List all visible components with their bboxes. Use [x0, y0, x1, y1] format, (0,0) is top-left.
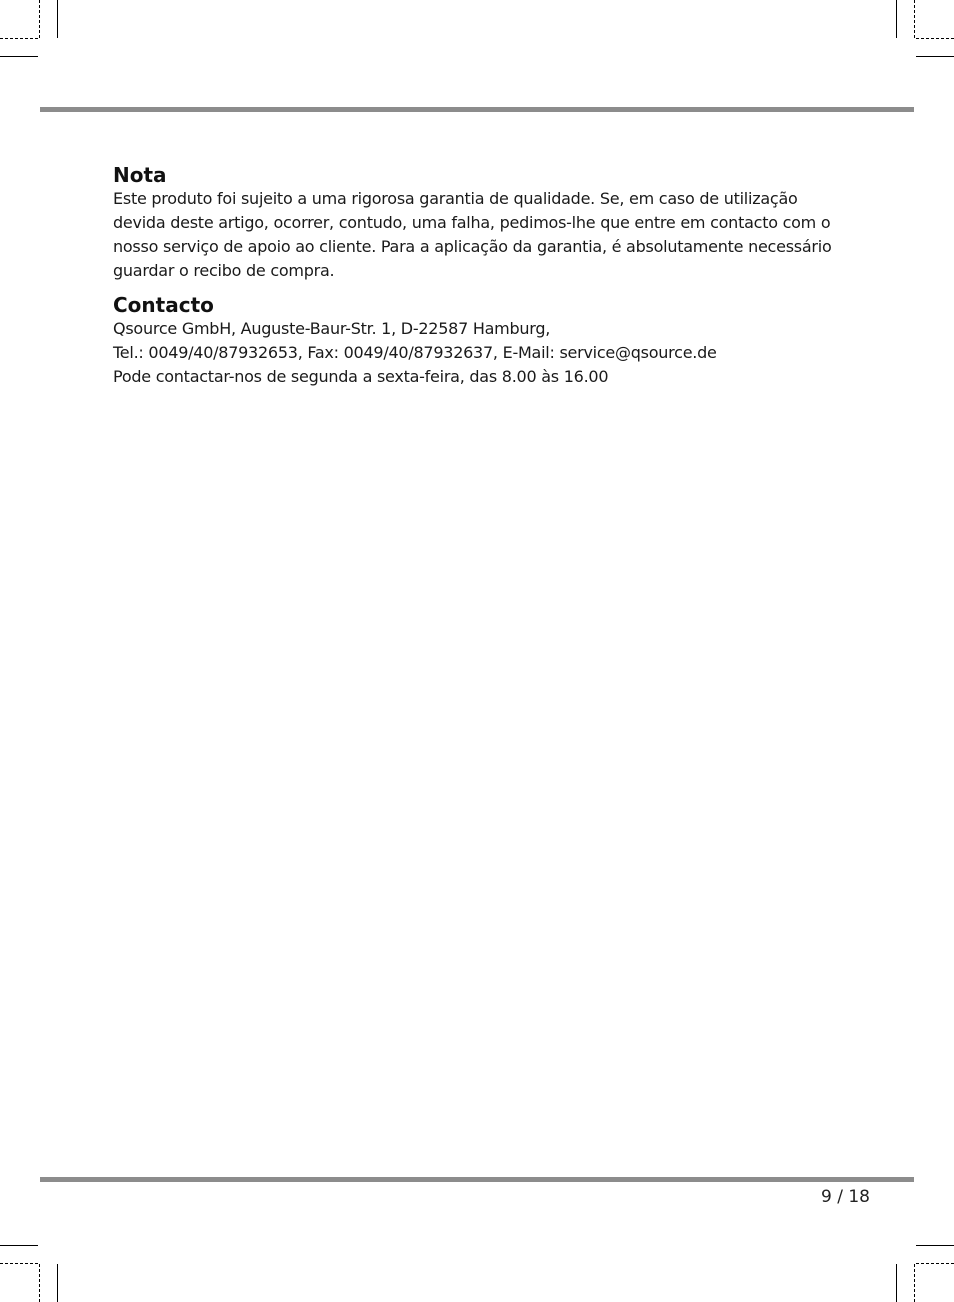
crop-mark	[916, 56, 954, 57]
crop-mark	[0, 56, 38, 57]
crop-mark	[57, 0, 58, 38]
address-line: Qsource GmbH, Auguste-Baur-Str. 1, D-22587 Hamburg,	[113, 319, 551, 338]
crop-mark	[39, 0, 40, 38]
paragraph-line: guardar o recibo de compra.	[113, 261, 335, 280]
crop-mark	[914, 1264, 915, 1302]
contact-line: Tel.: 0049/40/87932653, Fax: 0049/40/87932637, E-Mail: service@qsource.de	[113, 343, 717, 362]
crop-mark	[916, 1245, 954, 1246]
header-rule	[40, 107, 914, 112]
paragraph-line: nosso serviço de apoio ao cliente. Para a aplicação da garantia, é absolutamente necessário	[113, 237, 832, 256]
section-heading: Nota	[113, 163, 167, 187]
crop-mark	[896, 1264, 897, 1302]
section-nota	[113, 163, 873, 283]
section-heading: Contacto	[113, 293, 214, 317]
page-content	[113, 163, 873, 399]
paragraph-line: devida deste artigo, ocorrer, contudo, uma falha, pedimos-lhe que entre em contacto com o	[113, 213, 831, 232]
crop-mark	[916, 1263, 954, 1264]
crop-mark	[0, 1263, 38, 1264]
crop-mark	[39, 1264, 40, 1302]
crop-mark	[914, 0, 915, 38]
hours-line: Pode contactar-nos de segunda a sexta-feira, das 8.00 às 16.00	[113, 367, 609, 386]
crop-mark	[0, 1245, 38, 1246]
crop-mark	[896, 0, 897, 38]
footer-rule	[40, 1177, 914, 1182]
page-number: 9 / 18	[821, 1187, 870, 1207]
crop-mark	[0, 38, 38, 39]
paragraph-line: Este produto foi sujeito a uma rigorosa garantia de qualidade. Se, em caso de utilização	[113, 189, 798, 208]
section-contacto	[113, 293, 873, 389]
crop-mark	[916, 38, 954, 39]
crop-mark	[57, 1264, 58, 1302]
